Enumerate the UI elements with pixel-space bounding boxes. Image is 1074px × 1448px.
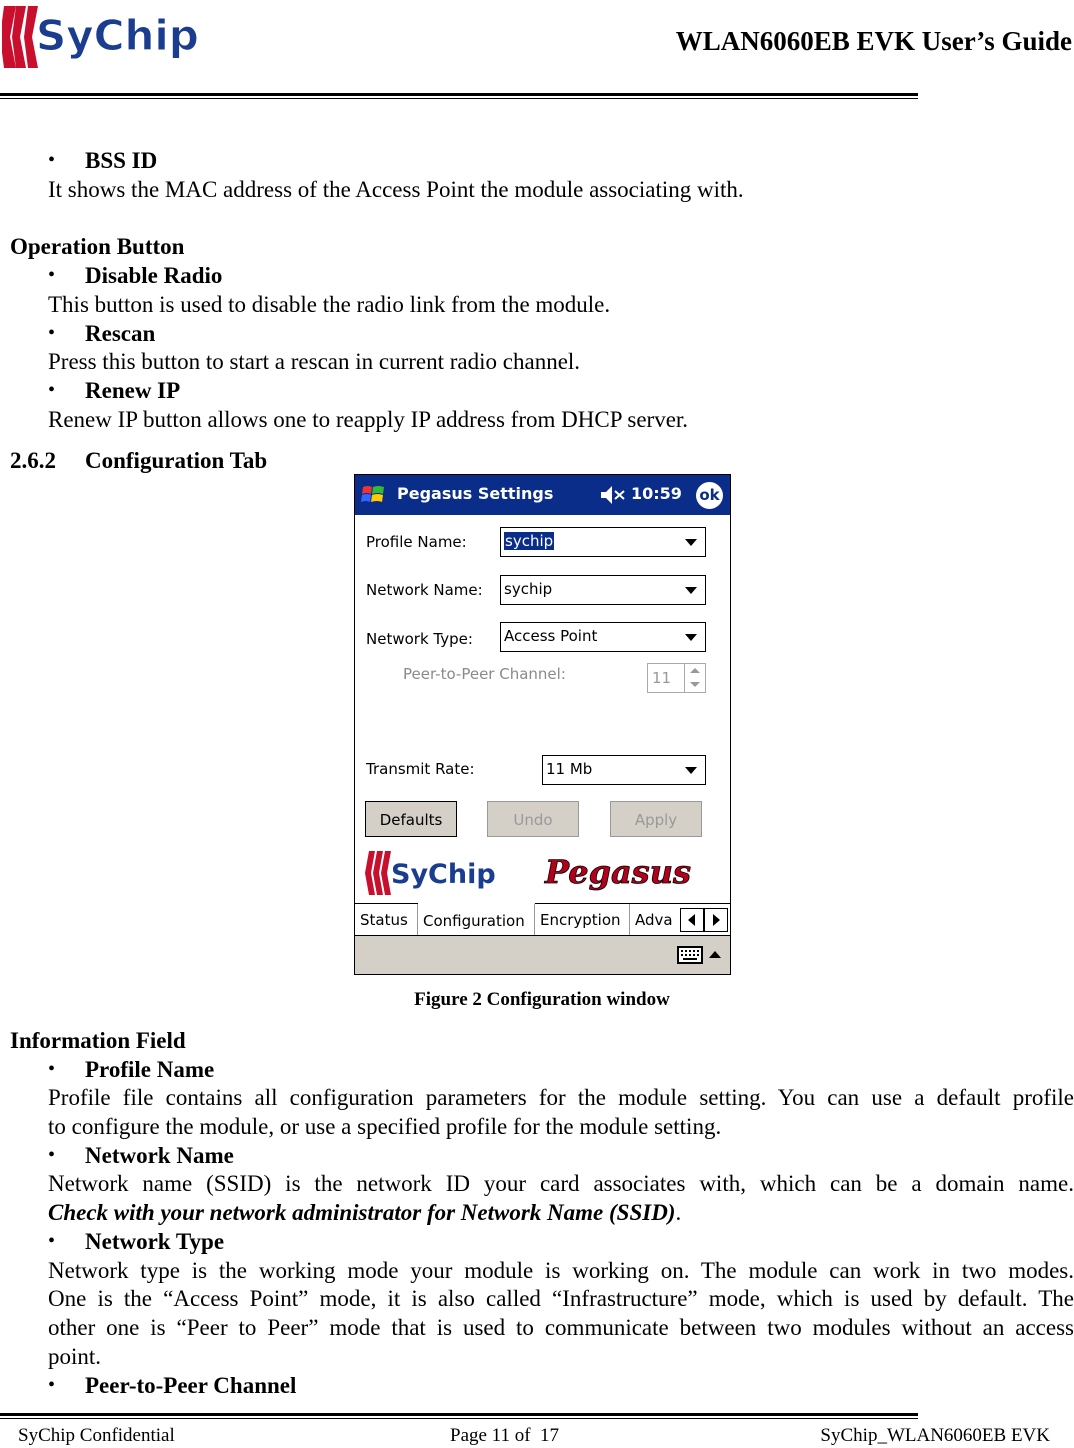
footer-rule-thin xyxy=(0,1418,918,1419)
arrow-down-icon[interactable] xyxy=(690,682,700,687)
bullet-icon: • xyxy=(48,379,56,401)
input-panel-bar xyxy=(355,935,730,975)
chevron-down-icon[interactable] xyxy=(685,587,697,594)
network-name-text-1: Network name (SSID) is the network ID your card associates with, which can be a domain name. xyxy=(48,1171,1074,1196)
peer-channel-spinner[interactable] xyxy=(647,663,706,693)
network-type-text-1: Network type is the working mode your module is working on. The module can work in two modes. xyxy=(48,1258,1074,1283)
network-name-label: Network Name: xyxy=(366,581,483,599)
network-type-text-3: other one is “Peer to Peer” mode that is used to communicate between two modules without an access xyxy=(48,1315,1074,1340)
period: . xyxy=(675,1200,682,1225)
bullet-icon: • xyxy=(48,264,56,286)
sychip-logo xyxy=(2,2,230,72)
peer-channel-value: 11 xyxy=(652,669,672,687)
figure-caption: Figure 2 Configuration window xyxy=(414,989,670,1010)
chevron-down-icon[interactable] xyxy=(685,767,697,774)
disable-radio-title: Disable Radio xyxy=(85,263,223,288)
chevron-down-icon[interactable] xyxy=(685,539,697,546)
tab-encryption[interactable]: Encryption xyxy=(535,904,630,936)
tab-configuration[interactable]: Configuration xyxy=(418,903,535,936)
arrow-up-icon[interactable] xyxy=(707,948,723,962)
page-number: Page 11 of 17 xyxy=(450,1425,560,1446)
svg-text:SyChip: SyChip xyxy=(36,11,199,60)
tab-advanced[interactable]: Adva xyxy=(635,911,673,929)
tab-status[interactable]: Status xyxy=(355,904,418,936)
network-type-text-4: point. xyxy=(48,1344,102,1369)
network-type-combo[interactable] xyxy=(500,622,706,652)
network-name-text-2 xyxy=(48,1198,681,1227)
network-type-text-2: One is the “Access Point” mode, it is also called “Infrastructure” mode, which is used by default. The xyxy=(48,1286,1074,1311)
windows-start-icon[interactable] xyxy=(361,483,385,507)
renew-ip-title: Renew IP xyxy=(85,378,181,403)
rescan-text: Press this button to start a rescan in current radio channel. xyxy=(48,349,581,374)
sychip-pegasus-logo xyxy=(355,845,730,901)
speaker-muted-icon[interactable] xyxy=(598,483,626,507)
network-name-value: sychip xyxy=(504,580,553,598)
transmit-rate-combo[interactable] xyxy=(542,755,706,785)
profile-name-title: Profile Name xyxy=(85,1057,215,1082)
bullet-icon: • xyxy=(48,1230,56,1252)
disable-radio-text: This button is used to disable the radio link from the module. xyxy=(48,292,611,317)
clock[interactable]: 10:59 xyxy=(631,484,682,503)
network-name-title: Network Name xyxy=(85,1143,234,1168)
footer-rule xyxy=(0,1413,918,1416)
transmit-rate-label: Transmit Rate: xyxy=(366,760,475,778)
rescan-title: Rescan xyxy=(85,321,156,346)
configuration-window xyxy=(354,474,731,975)
network-type-label: Network Type: xyxy=(366,630,473,648)
arrow-up-icon[interactable] xyxy=(690,668,700,673)
transmit-rate-value: 11 Mb xyxy=(546,760,593,778)
svg-text:SyChip: SyChip xyxy=(391,859,496,890)
spinner-buttons[interactable] xyxy=(684,664,705,692)
document-title: WLAN6060EB EVK User’s Guide xyxy=(675,26,1072,56)
window-title: Pegasus Settings xyxy=(397,484,554,503)
profile-name-text-1: Profile file contains all configuration parameters for the module setting. You can use a default profile xyxy=(48,1085,1074,1110)
bullet-icon: • xyxy=(48,1058,56,1080)
bullet-icon: • xyxy=(48,1144,56,1166)
peer-channel-label: Peer-to-Peer Channel: xyxy=(403,665,566,683)
bullet-icon: • xyxy=(48,322,56,344)
section-number: 2.6.2 xyxy=(10,448,56,473)
bss-id-title: BSS ID xyxy=(85,148,158,173)
section-title: Configuration Tab xyxy=(85,448,268,473)
info-heading: Information Field xyxy=(10,1028,186,1053)
keyboard-icon[interactable] xyxy=(677,946,703,964)
apply-button[interactable]: Apply xyxy=(610,801,702,837)
svg-text:Pegasus: Pegasus xyxy=(545,853,691,891)
bullet-icon: • xyxy=(48,149,56,171)
bss-id-text: It shows the MAC address of the Access Point the module associating with. xyxy=(48,177,744,202)
footer-right: SyChip_WLAN6060EB EVK xyxy=(820,1425,1050,1446)
bullet-icon: • xyxy=(48,1374,56,1396)
p2p-channel-title: Peer-to-Peer Channel xyxy=(85,1373,297,1398)
profile-name-label: Profile Name: xyxy=(366,533,467,551)
header-rule xyxy=(0,93,918,96)
chevron-down-icon[interactable] xyxy=(685,634,697,641)
network-name-note: Check with your network administrator for Network Name (SSID) xyxy=(48,1200,676,1225)
undo-button[interactable]: Undo xyxy=(487,801,579,837)
tab-scroll-arrows[interactable] xyxy=(680,908,728,932)
profile-name-value: sychip xyxy=(505,532,554,550)
header-rule-thin xyxy=(0,98,918,99)
tab-bar xyxy=(355,903,730,936)
operation-heading: Operation Button xyxy=(10,234,185,259)
network-name-combo[interactable] xyxy=(500,575,706,605)
footer-left: SyChip Confidential xyxy=(18,1425,175,1446)
profile-name-text-2: to configure the module, or use a specified profile for the module setting. xyxy=(48,1114,722,1139)
profile-name-combo[interactable] xyxy=(500,527,706,557)
defaults-button[interactable]: Defaults xyxy=(365,801,457,837)
renew-ip-text: Renew IP button allows one to reapply IP address from DHCP server. xyxy=(48,407,689,432)
ok-button[interactable]: ok xyxy=(696,482,723,509)
network-type-value: Access Point xyxy=(504,627,598,645)
title-bar xyxy=(355,475,730,515)
network-type-title: Network Type xyxy=(85,1229,225,1254)
